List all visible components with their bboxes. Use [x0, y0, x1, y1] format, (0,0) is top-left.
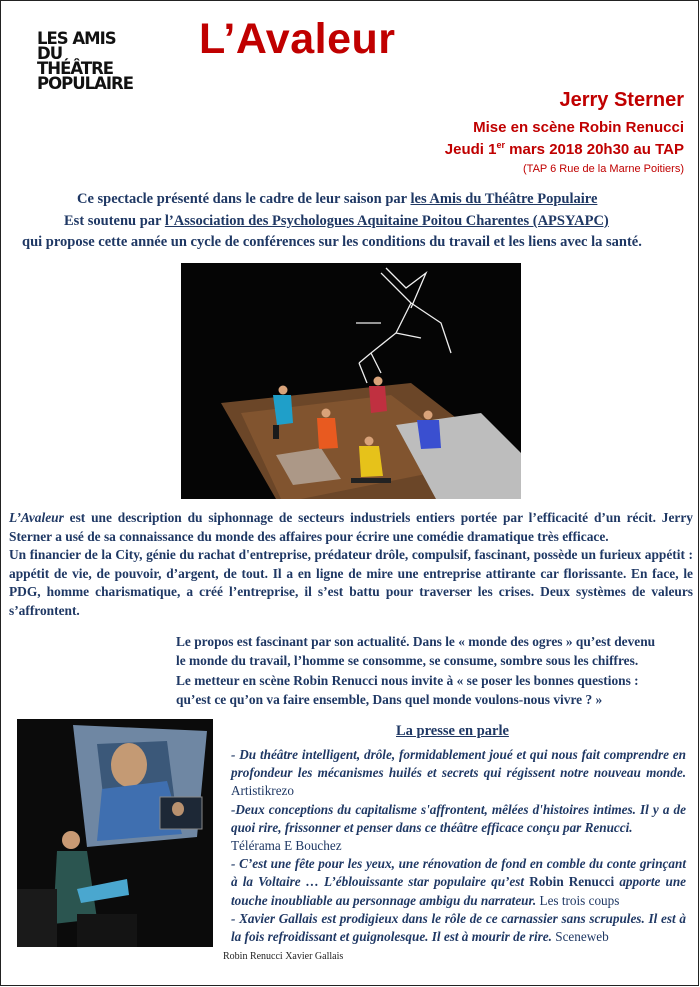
description-paragraph-1: L’Avaleur est une description du siphonnage de secteurs industriels entiers portée par l’efficacité d’un récit. Jerry Sterner a usé de sa connaissance du monde des affaires pour écrire une comédie dramatique très efficace.: [9, 510, 693, 544]
logo-line: DU: [37, 44, 63, 63]
amis-theatre-populaire-logo: [37, 31, 142, 91]
quote-line: le monde du travail, l’homme se consomme, se consume, sombre sous les chiffres.: [176, 653, 639, 669]
author-name: Jerry Sterner: [559, 89, 684, 111]
director-line: Mise en scène Robin Renucci: [473, 119, 684, 136]
logo-line: THÉÂTRE: [37, 59, 114, 78]
photo-caption: Robin Renucci Xavier Gallais: [223, 951, 344, 962]
press-review: -Deux conceptions du capitalisme s'affrontent, mêlées d'histoires intimes. Il y a de quoi rire, frissonner et penser dans ce théâtre efficace conçu par Renucci.: [231, 801, 686, 835]
quote-line: qu’est ce qu’on va faire ensemble, Dans quel monde voulons-nous vivre ? »: [176, 692, 603, 708]
stage-scene-illustration: [181, 263, 521, 499]
press-review-source: Télérama E Bouchez: [231, 838, 342, 854]
press-section-title: La presse en parle: [396, 723, 509, 739]
logo-line: POPULAIRE: [37, 74, 134, 93]
press-review: - C’est une fête pour les yeux, une rénovation de fond en comble du conte grinçant à la Voltaire … L’éblouissante star populaire qu’est Robin Renucci apporte une touche inoubliable au personnage ambigu du narrateur. Les trois coups: [231, 856, 687, 908]
stage-photo: [181, 263, 521, 499]
intro-line-1: Ce spectacle présenté dans le cadre de leur saison par les Amis du Théâtre Populaire: [77, 191, 598, 207]
logo-line: LES AMIS: [37, 29, 116, 48]
press-review: - Xavier Gallais est prodigieux dans le rôle de ce carnassier sans scrupules. Il est à la fois refroidissant et guignolesque. Il est à mourir de rire. Sceneweb: [231, 910, 686, 945]
apsyapc-link[interactable]: l’Association des Psychologues Aquitaine Poitou Charentes (APSYAPC): [164, 213, 609, 229]
actors-photo-illustration: [17, 719, 213, 947]
quote-block: [176, 632, 676, 710]
description-paragraph-2: Un financier de la City, génie du rachat d'entreprise, prédateur drôle, compulsif, fascinant, possède un furieux appétit : appétit de vie, de pouvoir, d’argent, de tout. Il a en ligne de mire une entreprise attirante car florissante. En face, le PDG, homme charismatique, a créé l’entreprise, il s’est battu pour traverser les crises. Deux systèmes de valeurs s’affrontent.: [9, 547, 693, 618]
page-title: L’Avaleur: [199, 15, 396, 63]
actors-photo: [17, 719, 213, 947]
quote-line: Le propos est fascinant par son actualité. Dans le « monde des ogres » qu’est devenu: [176, 634, 656, 649]
intro-line-2: Est soutenu par l’Association des Psychologues Aquitaine Poitou Charentes (APSYAPC): [64, 213, 609, 229]
press-review: - Du théâtre intelligent, drôle, formidablement joué et qui nous fait comprendre en profondeur les mécanismes huilés et secrets qui régissent notre nouveau monde. Artistikrezo: [231, 747, 686, 799]
performance-date: Jeudi 1er mars 2018 20h30 au TAP: [444, 140, 684, 158]
intro-line-3: qui propose cette année un cycle de conférences sur les conditions du travail et les liens avec la santé.: [22, 234, 642, 250]
venue-address: (TAP 6 Rue de la Marne Poitiers): [523, 163, 684, 175]
quote-line: Le metteur en scène Robin Renucci nous invite à « se poser les bonnes questions :: [176, 672, 639, 688]
amis-theatre-link[interactable]: les Amis du Théâtre Populaire: [410, 191, 598, 207]
press-reviews: [231, 746, 686, 946]
